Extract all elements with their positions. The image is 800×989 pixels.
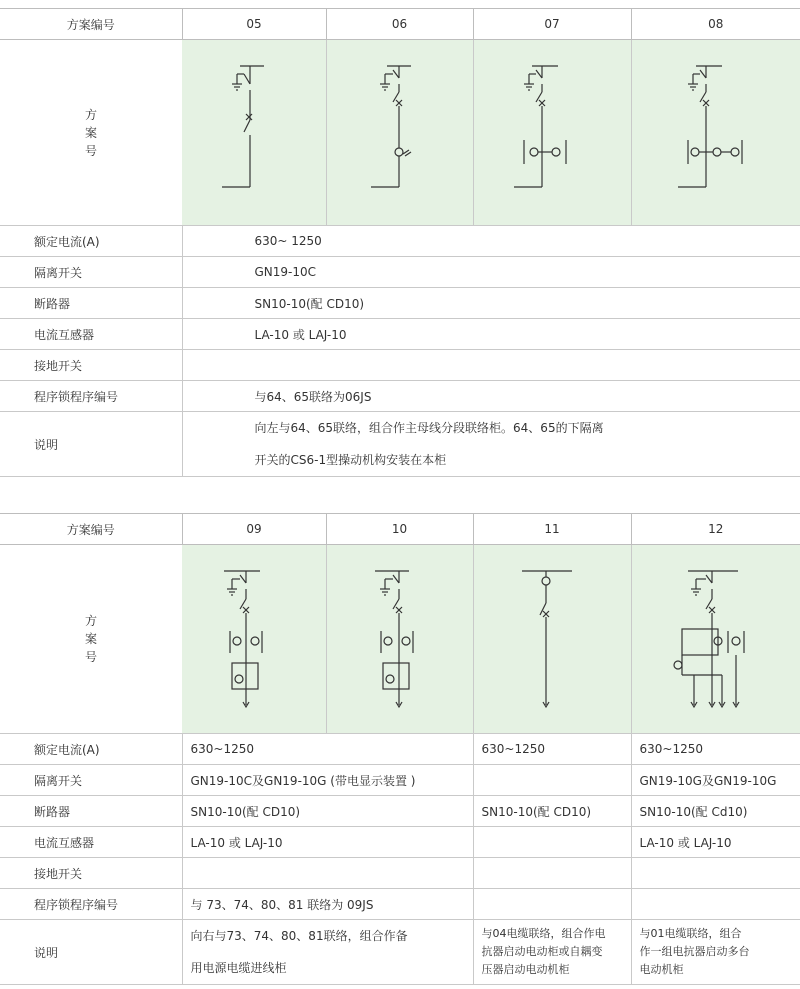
row-label: 额定电流(A) — [0, 226, 182, 257]
circuit-diagram-05 — [182, 40, 326, 225]
row-label: 接地开关 — [0, 858, 182, 889]
row-label: 隔离开关 — [0, 765, 182, 796]
row-value-11 — [473, 765, 631, 796]
row-value: 与64、65联络为06JS — [182, 381, 800, 412]
row-value: SN10-10(配 CD10) — [182, 288, 800, 319]
row-value-11 — [473, 827, 631, 858]
data-row — [0, 257, 800, 288]
diagram-row — [0, 40, 800, 226]
row-label: 程序锁程序编号 — [0, 381, 182, 412]
description-09-10: 向右与73、74、80、81联络，组合作备 用电源电缆进线柜 — [182, 920, 473, 985]
scheme-10: 10 — [326, 514, 473, 545]
row-value-09-10: 与 73、74、80、81 联络为 09JS — [182, 889, 473, 920]
scheme-11: 11 — [473, 514, 631, 545]
scheme-07: 07 — [473, 9, 631, 40]
data-row — [0, 765, 800, 796]
scheme-vertical-label: 方 案 号 — [0, 40, 182, 226]
row-value-09-10: GN19-10C及GN19-10G (带电显示装置 ) — [182, 765, 473, 796]
row-value-11: SN10-10(配 CD10) — [473, 796, 631, 827]
data-row — [0, 827, 800, 858]
scheme-12: 12 — [631, 514, 800, 545]
circuit-diagram-06 — [327, 40, 474, 225]
row-label: 接地开关 — [0, 350, 182, 381]
diagram-10 — [326, 545, 473, 734]
row-value-12 — [631, 858, 800, 889]
row-value-12: GN19-10G及GN19-10G — [631, 765, 800, 796]
data-row — [0, 381, 800, 412]
scheme-vertical-label: 方 案 号 — [0, 545, 182, 734]
row-value-11 — [473, 858, 631, 889]
row-value-09-10: SN10-10(配 CD10) — [182, 796, 473, 827]
data-row — [0, 226, 800, 257]
scheme-number-label: 方案编号 — [0, 9, 182, 40]
scheme-number-label: 方案编号 — [0, 514, 182, 545]
row-value-11: 630~1250 — [473, 734, 631, 765]
diagram-07 — [473, 40, 631, 226]
circuit-diagram-12 — [632, 545, 800, 733]
row-value-09-10: LA-10 或 LAJ-10 — [182, 827, 473, 858]
description-row — [0, 412, 800, 477]
circuit-diagram-07 — [474, 40, 632, 225]
scheme-06: 06 — [326, 9, 473, 40]
scheme-08: 08 — [631, 9, 800, 40]
row-label: 隔离开关 — [0, 257, 182, 288]
data-row — [0, 889, 800, 920]
diagram-09 — [182, 545, 326, 734]
row-label: 断路器 — [0, 288, 182, 319]
diagram-12 — [631, 545, 800, 734]
data-row — [0, 288, 800, 319]
row-value-12: 630~1250 — [631, 734, 800, 765]
row-label: 电流互感器 — [0, 319, 182, 350]
row-label: 额定电流(A) — [0, 734, 182, 765]
diagram-08 — [631, 40, 800, 226]
diagram-05 — [182, 40, 326, 226]
scheme-05: 05 — [182, 9, 326, 40]
data-row — [0, 350, 800, 381]
row-value: 630~ 1250 — [182, 226, 800, 257]
row-label: 说明 — [0, 920, 182, 985]
data-row — [0, 858, 800, 889]
row-value-09-10 — [182, 858, 473, 889]
diagram-11 — [473, 545, 631, 734]
data-row — [0, 319, 800, 350]
row-value — [182, 350, 800, 381]
data-row — [0, 734, 800, 765]
description-12: 与01电缆联络，组合 作一组电抗器启动多台 电动机柜 — [631, 920, 800, 985]
header-row — [0, 514, 800, 545]
description-text: 向左与64、65联络，组合作主母线分段联络柜。64、65的下隔离 开关的CS6-1型操动机构安装在本柜 — [182, 412, 800, 477]
scheme-table-2 — [0, 513, 800, 985]
description-11: 与04电缆联络，组合作电 抗器启动电动柜或自耦变 压器启动电动机柜 — [473, 920, 631, 985]
row-value: LA-10 或 LAJ-10 — [182, 319, 800, 350]
row-value-11 — [473, 889, 631, 920]
header-row — [0, 9, 800, 40]
row-value-12: LA-10 或 LAJ-10 — [631, 827, 800, 858]
circuit-diagram-10 — [327, 545, 474, 733]
data-row — [0, 796, 800, 827]
row-label: 断路器 — [0, 796, 182, 827]
description-row — [0, 920, 800, 985]
row-value-12 — [631, 889, 800, 920]
scheme-table-1 — [0, 8, 800, 477]
circuit-diagram-11 — [474, 545, 632, 733]
row-value: GN19-10C — [182, 257, 800, 288]
row-label: 程序锁程序编号 — [0, 889, 182, 920]
diagram-row — [0, 545, 800, 734]
row-value-12: SN10-10(配 Cd10) — [631, 796, 800, 827]
row-label: 说明 — [0, 412, 182, 477]
row-label: 电流互感器 — [0, 827, 182, 858]
scheme-09: 09 — [182, 514, 326, 545]
row-value-09-10: 630~1250 — [182, 734, 473, 765]
circuit-diagram-08 — [632, 40, 800, 225]
diagram-06 — [326, 40, 473, 226]
circuit-diagram-09 — [182, 545, 326, 733]
